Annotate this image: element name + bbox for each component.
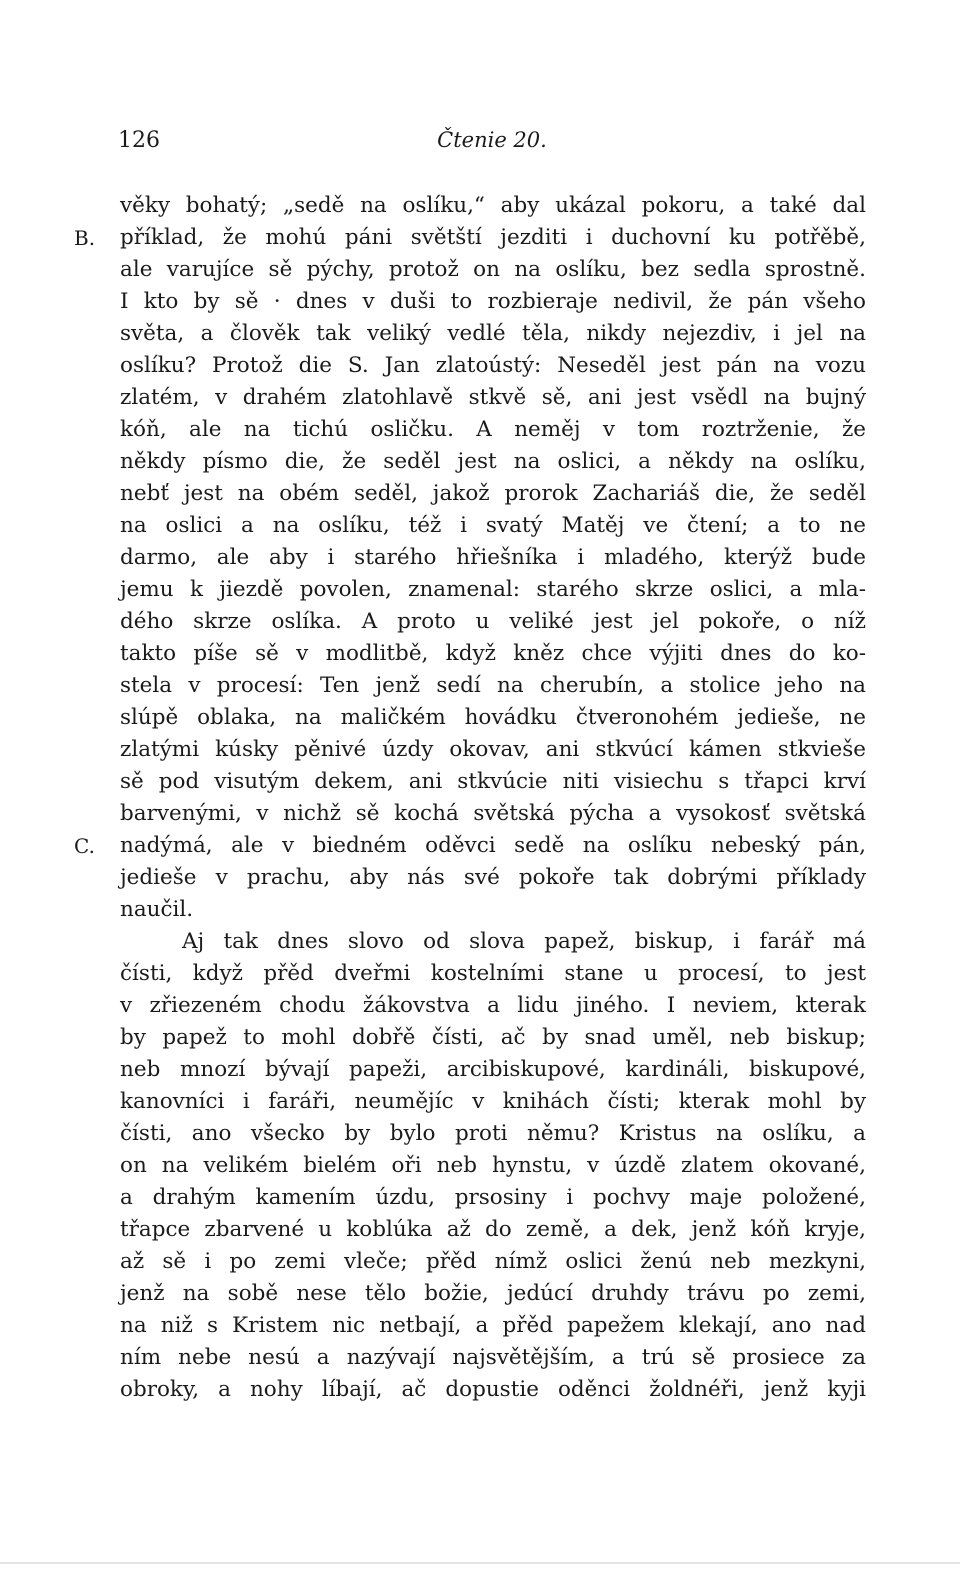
text-line: darmo, ale aby i starého hřiešníka i mladého, kterýž bude xyxy=(120,545,866,570)
text-line: světa, a člověk tak veliký vedlé těla, nikdy nejezdiv, i jel na xyxy=(120,321,866,346)
text-line: ním nebe nesú a nazývají najsvětějším, a trú sě prosiece za xyxy=(120,1345,866,1370)
text-line: jedieše v prachu, aby nás své pokoře tak dobrými příklady xyxy=(120,865,866,890)
text-line: čísti, ano všecko by bylo proti němu? Kristus na oslíku, a xyxy=(120,1121,866,1146)
text-line: v zřiezeném chodu žákovstva a lidu jiného. I neviem, kterak xyxy=(120,993,866,1018)
text-line: až sě i po zemi vleče; přěd nímž oslici ženú neb mezkyni, xyxy=(120,1249,866,1274)
page-header xyxy=(118,128,866,160)
paragraph-end-line: naučil. xyxy=(120,897,194,922)
text-line: a drahým kamením úzdu, prsosiny i pochvy maje položené, xyxy=(120,1185,866,1210)
page-number: 126 xyxy=(118,128,160,153)
margin-marker-c: C. xyxy=(74,834,95,858)
paragraph-start-line: Aj tak dnes slovo od slova papež, biskup, i farář má xyxy=(182,929,866,954)
text-line: jemu k jiezdě povolen, znamenal: starého skrze oslici, a mla- xyxy=(120,577,866,602)
text-line-with-marker-c xyxy=(74,830,866,862)
text-line: by papež to mohl dobřě čísti, ač by snad uměl, neb biskup; xyxy=(120,1025,866,1050)
text-line: oslíku? Protož die S. Jan zlatoústý: Neseděl jest pán na vozu xyxy=(120,353,866,378)
text-line: sě pod visutým dekem, ani stkvúcie niti visiechu s třapci krví xyxy=(120,769,866,794)
text-line: slúpě oblaka, na maličkém hovádku čtveronohém jedieše, ne xyxy=(120,705,866,730)
text-line: kanovníci i faráři, neumějíc v knihách čísti; kterak mohl by xyxy=(120,1089,866,1114)
text-line: kóň, ale na tichú osličku. A neměj v tom roztrženie, že xyxy=(120,417,866,442)
page-bottom-edge xyxy=(0,1562,960,1564)
text-line: na oslici a na oslíku, též i svatý Matěj ve čtení; a to ne xyxy=(120,513,866,538)
text-line: on na velikém bielém oři neb hynstu, v úzdě zlatem okované, xyxy=(120,1153,866,1178)
text-line: takto píše sě v modlitbě, když kněz chce výjiti dnes do ko- xyxy=(120,641,866,666)
text-line: čísti, když přěd dveřmi kostelními stane u procesí, to jest xyxy=(120,961,866,986)
text-line: na niž s Kristem nic netbají, a přěd papežem klekají, ano nad xyxy=(120,1313,866,1338)
text-line: nadýmá, ale v biedném oděvci sedě na oslíku nebeský pán, xyxy=(120,833,866,858)
text-line: jenž na sobě nese tělo božie, jedúcí druhdy trávu po zemi, xyxy=(120,1281,866,1306)
text-line: nebť jest na obém seděl, jakož prorok Zachariáš die, že seděl xyxy=(120,481,866,506)
text-line: ale varujíce sě pýchy, protož on na oslíku, bez sedla sprostně. xyxy=(120,257,866,282)
text-line: třapce zbarvené u koblúka až do země, a dek, jenž kóň kryje, xyxy=(120,1217,866,1242)
text-line: I kto by sě · dnes v duši to rozbieraje nedivil, že pán všeho xyxy=(120,289,866,314)
text-line: příklad, že mohú páni světští jezditi i duchovní ku potřěbě, xyxy=(120,225,866,250)
text-line: věky bohatý; „sedě na oslíku,“ aby ukázal pokoru, a také dal xyxy=(120,193,866,218)
text-line: zlatém, v drahém zlatohlavě stkvě sě, ani jest vsědl na bujný xyxy=(120,385,866,410)
margin-marker-b: B. xyxy=(74,226,96,250)
text-line: zlatými kúsky pěnivé úzdy okovav, ani stkvúcí kámen stkvieše xyxy=(120,737,866,762)
text-line-with-marker-b xyxy=(74,222,866,254)
text-line: barvenými, v nichž sě kochá světská pýcha a vysokosť světská xyxy=(120,801,866,826)
text-line: stela v procesí: Ten jenž sedí na cherubín, a stolice jeho na xyxy=(120,673,866,698)
text-line: obroky, a nohy líbají, ač dopustie oděnci žoldnéři, jenž kyji xyxy=(120,1377,866,1402)
running-title: Čtenie 20. xyxy=(437,128,547,152)
text-line: někdy písmo die, že seděl jest na oslici, a někdy na oslíku, xyxy=(120,449,866,474)
text-line: neb mnozí bývají papeži, arcibiskupové, kardináli, biskupové, xyxy=(120,1057,866,1082)
body-text xyxy=(74,190,866,1406)
text-line: dého skrze oslíka. A proto u veliké jest jel pokoře, o níž xyxy=(120,609,866,634)
